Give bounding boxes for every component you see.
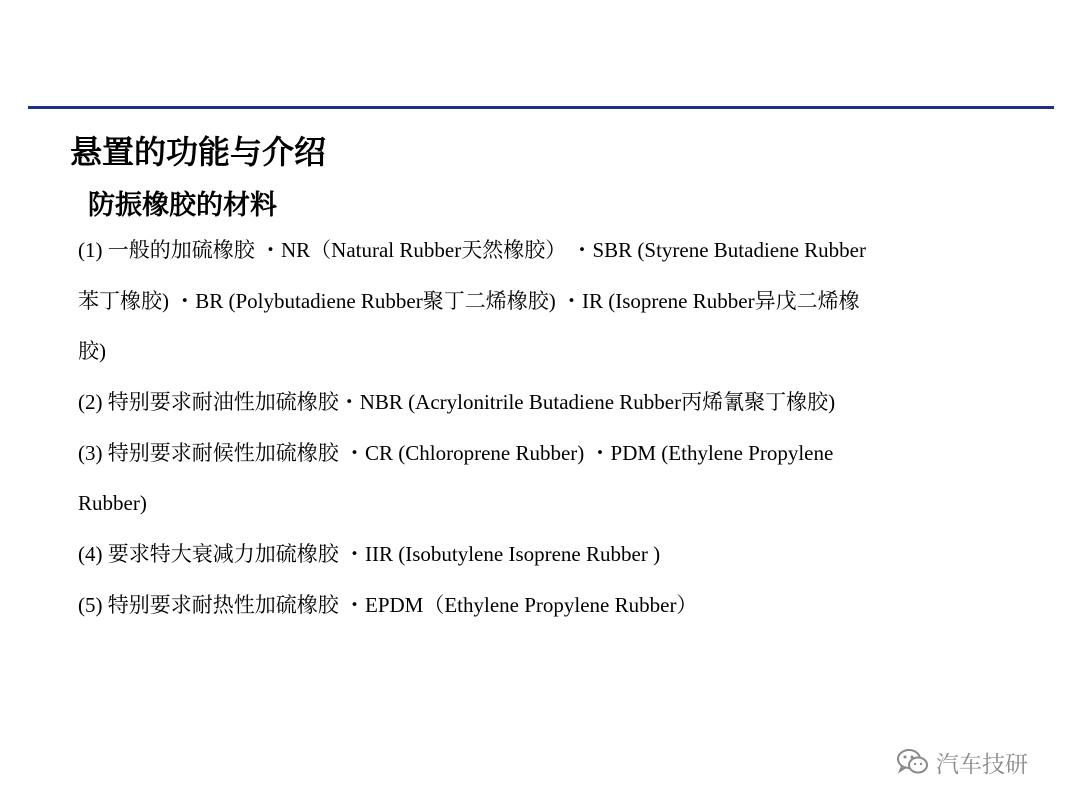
slide-title: 悬置的功能与介绍 — [70, 133, 327, 171]
body-line-7: (4) 要求特大衰减力加硫橡胶 ・IIR (Isobutylene Isoprene Rubber ) — [78, 542, 661, 566]
body-line-8: (5) 特别要求耐热性加硫橡胶 ・EPDM（Ethylene Propylene Rubber） — [78, 593, 698, 617]
slide-subtitle: 防振橡胶的材料 — [88, 190, 277, 221]
body-line-6: Rubber) — [78, 491, 147, 515]
watermark — [896, 744, 1056, 780]
header-rule — [28, 106, 1054, 109]
wechat-icon — [896, 747, 930, 777]
body-line-3: 胶) — [78, 339, 106, 363]
body-line-1: (1) 一般的加硫橡胶 ・NR（Natural Rubber天然橡胶） ・SBR (Styrene Butadiene Rubber — [78, 238, 866, 262]
body-line-5: (3) 特别要求耐候性加硫橡胶 ・CR (Chloroprene Rubber) ・PDM (Ethylene Propylene — [78, 441, 834, 465]
body-line-4: (2) 特别要求耐油性加硫橡胶・NBR (Acrylonitrile Butadiene Rubber丙烯氰聚丁橡胶) — [78, 390, 836, 414]
body-line-2: 苯丁橡胶) ・BR (Polybutadiene Rubber聚丁二烯橡胶) ・IR (Isoprene Rubber异戊二烯橡 — [78, 289, 860, 313]
watermark-text: 汽车技研 — [936, 751, 1028, 778]
